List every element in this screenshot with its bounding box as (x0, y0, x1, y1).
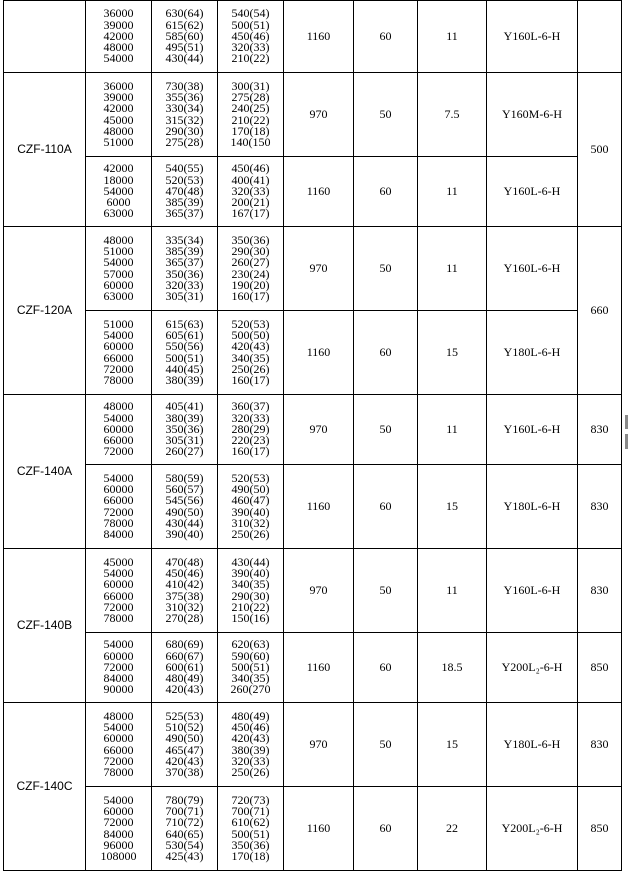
flow-cell-value: 108000 (100, 849, 137, 864)
flow-cell-value: 60000 (103, 803, 134, 818)
pressure1-cell-value: 680(69) (165, 637, 204, 652)
pressure1-cell-value: 275(28) (165, 135, 204, 150)
model-cell: CZF-140C (4, 703, 86, 871)
flow-cell-value: 63000 (103, 206, 134, 221)
pressure2-cell-value: 320(33) (231, 410, 270, 425)
model-cell: CZF-120A (4, 227, 86, 395)
frequency-cell: 50 (354, 73, 418, 157)
power-cell: 11 (418, 395, 487, 465)
pressure2-cell-value: 430(44) (231, 554, 270, 569)
pressure2-cell-value: 500(51) (231, 826, 270, 841)
flow-cell (86, 633, 152, 703)
flow-cell-value: 54000 (103, 719, 134, 734)
model-cell: CZF-110A (4, 73, 86, 227)
pressure2-cell (218, 703, 284, 787)
pressure1-cell (152, 157, 218, 227)
pressure1-cell-value: 530(54) (165, 837, 204, 852)
flow-cell-value: 54000 (103, 792, 134, 807)
pressure1-cell-value: 385(39) (165, 195, 204, 210)
frequency-cell: 50 (354, 395, 418, 465)
pressure2-cell-value: 490(50) (231, 481, 270, 496)
pressure2-cell-value: 260(270 (230, 682, 271, 697)
pressure1-cell-value: 630(64) (165, 6, 204, 21)
scroll-edge-notch (623, 429, 628, 434)
flow-cell (86, 73, 152, 157)
pressure2-cell-value: 170(18) (231, 123, 270, 138)
flow-cell-value: 66000 (103, 433, 134, 448)
motor-cell: Y160L-6-H (487, 395, 578, 465)
pressure2-cell-value: 170(18) (231, 849, 270, 864)
pressure1-cell-value: 550(56) (165, 339, 204, 354)
flow-cell (86, 311, 152, 395)
pressure2-cell-value: 500(51) (231, 17, 270, 32)
speed-cell: 1160 (284, 633, 354, 703)
pressure2-cell-value: 480(49) (231, 708, 270, 723)
speed-cell: 1160 (284, 311, 354, 395)
weight-cell: 850 (578, 633, 622, 703)
pressure1-cell-value: 270(28) (165, 611, 204, 626)
table-row (4, 549, 622, 633)
pressure1-cell-value: 615(62) (165, 17, 204, 32)
pressure2-cell-value: 290(30) (231, 588, 270, 603)
pressure1-cell-value: 380(39) (165, 410, 204, 425)
pressure2-cell-value: 250(26) (231, 765, 270, 780)
flow-cell-value: 54000 (103, 637, 134, 652)
pressure2-cell-value: 210(22) (231, 112, 270, 127)
table-row (4, 395, 622, 465)
flow-cell (86, 787, 152, 871)
pressure1-cell-value: 305(31) (165, 289, 204, 304)
pressure2-cell (218, 73, 284, 157)
flow-cell-value: 42000 (103, 101, 134, 116)
pressure1-cell-value: 525(53) (165, 708, 204, 723)
motor-cell: Y180L-6-H (487, 703, 578, 787)
pressure1-cell-value: 380(39) (165, 373, 204, 388)
speed-cell: 1160 (284, 465, 354, 549)
model-cell: CZF-140B (4, 549, 86, 703)
power-cell: 15 (418, 465, 487, 549)
pressure2-cell-value: 500(50) (231, 327, 270, 342)
frequency-cell: 60 (354, 1, 418, 73)
flow-cell-value: 6000 (106, 195, 131, 210)
speed-cell: 970 (284, 549, 354, 633)
flow-cell-value: 60000 (103, 648, 134, 663)
pressure1-cell-value: 615(63) (165, 316, 204, 331)
pressure1-cell-value: 700(71) (165, 803, 204, 818)
flow-cell-value: 90000 (103, 682, 134, 697)
pressure1-cell-value: 470(48) (165, 183, 204, 198)
flow-cell-value: 42000 (103, 28, 134, 43)
flow-cell-value: 54000 (103, 183, 134, 198)
pressure1-cell-value: 305(31) (165, 433, 204, 448)
pressure1-cell (152, 549, 218, 633)
flow-cell-value: 54000 (103, 51, 134, 66)
pressure2-cell (218, 227, 284, 311)
pressure1-cell-value: 370(38) (165, 765, 204, 780)
pressure1-cell (152, 633, 218, 703)
flow-cell (86, 395, 152, 465)
pressure1-cell-value: 470(48) (165, 554, 204, 569)
power-cell: 18.5 (418, 633, 487, 703)
frequency-cell: 60 (354, 633, 418, 703)
pressure1-cell-value: 480(49) (165, 671, 204, 686)
table-row (4, 1, 622, 73)
flow-cell-value: 51000 (103, 316, 134, 331)
flow-cell-value: 39000 (103, 17, 134, 32)
pressure1-cell-value: 710(72) (165, 815, 204, 830)
motor-cell: Y180L-6-H (487, 311, 578, 395)
pressure2-cell (218, 395, 284, 465)
pressure2-cell-value: 230(24) (231, 266, 270, 281)
pressure1-cell-value: 430(44) (165, 515, 204, 530)
flow-cell-value: 78000 (103, 765, 134, 780)
pressure1-cell-value: 390(40) (165, 527, 204, 542)
pressure1-cell-value: 580(59) (165, 470, 204, 485)
pressure1-cell-value: 560(57) (165, 481, 204, 496)
pressure2-cell-value: 275(28) (231, 89, 270, 104)
flow-cell-value: 54000 (103, 255, 134, 270)
flow-cell-value: 57000 (103, 266, 134, 281)
frequency-cell: 60 (354, 157, 418, 227)
pressure2-cell-value: 150(16) (231, 611, 270, 626)
pressure2-cell-value: 190(20) (231, 277, 270, 292)
frequency-cell: 50 (354, 703, 418, 787)
pressure1-cell-value: 310(32) (165, 599, 204, 614)
pressure2-cell-value: 390(40) (231, 565, 270, 580)
pressure1-cell (152, 311, 218, 395)
speed-cell: 1160 (284, 1, 354, 73)
table-row (4, 703, 622, 787)
pressure1-cell-value: 545(56) (165, 493, 204, 508)
pressure1-cell-value: 730(38) (165, 78, 204, 93)
pressure1-cell-value: 490(50) (165, 504, 204, 519)
pressure2-cell-value: 160(17) (231, 444, 270, 459)
pressure1-cell-value: 490(50) (165, 731, 204, 746)
power-cell: 11 (418, 549, 487, 633)
pressure2-cell-value: 350(36) (231, 232, 270, 247)
pressure2-cell-value: 520(53) (231, 470, 270, 485)
weight-cell: 500 (578, 73, 622, 227)
table-row (4, 227, 622, 311)
pressure2-cell-value: 450(46) (231, 719, 270, 734)
speed-cell: 1160 (284, 157, 354, 227)
flow-cell-value: 66000 (103, 742, 134, 757)
pressure2-cell (218, 1, 284, 73)
power-cell: 11 (418, 227, 487, 311)
flow-cell-value: 66000 (103, 588, 134, 603)
pressure1-cell-value: 430(44) (165, 51, 204, 66)
flow-cell-value: 84000 (103, 826, 134, 841)
flow-cell-value: 18000 (103, 172, 134, 187)
pressure1-cell-value: 440(45) (165, 361, 204, 376)
pressure1-cell-value: 450(46) (165, 565, 204, 580)
pressure2-cell-value: 300(31) (231, 78, 270, 93)
pressure1-cell-value: 365(37) (165, 206, 204, 221)
motor-cell: Y160L-6-H (487, 227, 578, 311)
flow-cell (86, 703, 152, 787)
motor-cell: Y160L-6-H (487, 157, 578, 227)
flow-cell-value: 78000 (103, 611, 134, 626)
pressure2-cell-value: 350(36) (231, 837, 270, 852)
pressure1-cell-value: 640(65) (165, 826, 204, 841)
pressure1-cell-value: 600(61) (165, 659, 204, 674)
pressure2-cell-value: 200(21) (231, 195, 270, 210)
flow-cell-value: 54000 (103, 470, 134, 485)
pressure2-cell-value: 340(35) (231, 350, 270, 365)
flow-cell-value: 45000 (103, 112, 134, 127)
pressure1-cell-value: 780(79) (165, 792, 204, 807)
pressure2-cell-value: 290(30) (231, 243, 270, 258)
flow-cell-value: 60000 (103, 421, 134, 436)
weight-cell (578, 1, 622, 73)
pressure2-cell-value: 400(41) (231, 172, 270, 187)
pressure2-cell-value: 380(39) (231, 742, 270, 757)
pressure1-cell-value: 335(34) (165, 232, 204, 247)
weight-cell: 830 (578, 549, 622, 633)
pressure2-cell-value: 340(35) (231, 577, 270, 592)
flow-cell-value: 72000 (103, 599, 134, 614)
motor-cell: Y160L-6-H (487, 1, 578, 73)
pressure1-cell-value: 260(27) (165, 444, 204, 459)
pressure1-cell-value: 385(39) (165, 243, 204, 258)
frequency-cell: 50 (354, 549, 418, 633)
flow-cell (86, 157, 152, 227)
pressure1-cell-value: 660(67) (165, 648, 204, 663)
pressure1-cell-value: 350(36) (165, 421, 204, 436)
pressure2-cell-value: 210(22) (231, 51, 270, 66)
pressure2-cell-value: 310(32) (231, 515, 270, 530)
pressure1-cell (152, 787, 218, 871)
flow-cell-value: 42000 (103, 161, 134, 176)
pressure1-cell-value: 605(61) (165, 327, 204, 342)
pressure2-cell (218, 633, 284, 703)
pressure1-cell-value: 510(52) (165, 719, 204, 734)
pressure1-cell-value: 355(36) (165, 89, 204, 104)
flow-cell-value: 39000 (103, 89, 134, 104)
power-cell: 15 (418, 703, 487, 787)
pressure2-cell (218, 311, 284, 395)
flow-cell-value: 48000 (103, 232, 134, 247)
speed-cell: 970 (284, 395, 354, 465)
power-cell: 7.5 (418, 73, 487, 157)
pressure2-cell (218, 787, 284, 871)
frequency-cell: 60 (354, 465, 418, 549)
table-row (4, 633, 622, 703)
speed-cell: 970 (284, 73, 354, 157)
flow-cell-value: 51000 (103, 243, 134, 258)
flow-cell-value: 60000 (103, 577, 134, 592)
table-row (4, 73, 622, 157)
pressure1-cell (152, 1, 218, 73)
pressure1-cell (152, 73, 218, 157)
pressure2-cell-value: 450(46) (231, 161, 270, 176)
pressure1-cell-value: 540(55) (165, 161, 204, 176)
frequency-cell: 60 (354, 311, 418, 395)
pressure2-cell-value: 620(63) (231, 637, 270, 652)
flow-cell-value: 36000 (103, 6, 134, 21)
model-cell: CZF-140A (4, 395, 86, 549)
flow-cell-value: 96000 (103, 837, 134, 852)
flow-cell-value: 66000 (103, 493, 134, 508)
weight-cell: 830 (578, 465, 622, 549)
pressure2-cell (218, 549, 284, 633)
power-cell: 11 (418, 157, 487, 227)
pressure2-cell-value: 700(71) (231, 803, 270, 818)
flow-cell-value: 48000 (103, 40, 134, 55)
fan-spec-table (3, 0, 622, 871)
power-cell: 22 (418, 787, 487, 871)
pressure2-cell-value: 220(23) (231, 433, 270, 448)
table-row (4, 465, 622, 549)
flow-cell-value: 72000 (103, 815, 134, 830)
pressure2-cell-value: 280(29) (231, 421, 270, 436)
flow-cell-value: 60000 (103, 339, 134, 354)
frequency-cell: 50 (354, 227, 418, 311)
pressure1-cell-value: 585(60) (165, 28, 204, 43)
model-cell (4, 1, 86, 73)
pressure2-cell-value: 240(25) (231, 101, 270, 116)
pressure2-cell-value: 167(17) (231, 206, 270, 221)
flow-cell-value: 63000 (103, 289, 134, 304)
pressure2-cell-value: 460(47) (231, 493, 270, 508)
power-cell: 15 (418, 311, 487, 395)
pressure1-cell-value: 425(43) (165, 849, 204, 864)
flow-cell-value: 72000 (103, 504, 134, 519)
flow-cell-value: 36000 (103, 78, 134, 93)
pressure1-cell-value: 315(32) (165, 112, 204, 127)
pressure2-cell (218, 157, 284, 227)
table-row (4, 157, 622, 227)
flow-cell-value: 72000 (103, 444, 134, 459)
weight-cell: 850 (578, 787, 622, 871)
speed-cell: 970 (284, 703, 354, 787)
pressure2-cell-value: 260(27) (231, 255, 270, 270)
table-row (4, 787, 622, 871)
flow-cell-value: 66000 (103, 350, 134, 365)
pressure2-cell (218, 465, 284, 549)
pressure1-cell-value: 375(38) (165, 588, 204, 603)
flow-cell-value: 60000 (103, 277, 134, 292)
pressure2-cell-value: 160(17) (231, 289, 270, 304)
pressure1-cell-value: 520(53) (165, 172, 204, 187)
pressure2-cell-value: 450(46) (231, 28, 270, 43)
pressure2-cell-value: 420(43) (231, 339, 270, 354)
pressure2-cell-value: 540(54) (231, 6, 270, 21)
frequency-cell: 60 (354, 787, 418, 871)
flow-cell-value: 48000 (103, 399, 134, 414)
pressure2-cell-value: 320(33) (231, 753, 270, 768)
pressure1-cell-value: 365(37) (165, 255, 204, 270)
power-cell: 11 (418, 1, 487, 73)
flow-cell-value: 84000 (103, 527, 134, 542)
pressure2-cell-value: 390(40) (231, 504, 270, 519)
weight-cell: 830 (578, 395, 622, 465)
flow-cell-value: 72000 (103, 753, 134, 768)
pressure2-cell-value: 340(35) (231, 671, 270, 686)
flow-cell-value: 60000 (103, 731, 134, 746)
weight-cell: 660 (578, 227, 622, 395)
motor-cell: Y200L₂-6-H (487, 633, 578, 703)
flow-cell (86, 549, 152, 633)
motor-cell: Y160L-6-H (487, 549, 578, 633)
pressure2-cell-value: 140(150 (230, 135, 271, 150)
pressure2-cell-value: 320(33) (231, 40, 270, 55)
flow-cell-value: 78000 (103, 515, 134, 530)
flow-cell-value: 60000 (103, 481, 134, 496)
pressure1-cell-value: 410(42) (165, 577, 204, 592)
pressure1-cell-value: 330(34) (165, 101, 204, 116)
motor-cell: Y160M-6-H (487, 73, 578, 157)
pressure2-cell-value: 250(26) (231, 361, 270, 376)
flow-cell-value: 48000 (103, 123, 134, 138)
flow-cell (86, 465, 152, 549)
flow-cell (86, 227, 152, 311)
pressure2-cell-value: 160(17) (231, 373, 270, 388)
weight-cell: 830 (578, 703, 622, 787)
flow-cell-value: 54000 (103, 327, 134, 342)
flow-cell-value: 48000 (103, 708, 134, 723)
pressure1-cell-value: 320(33) (165, 277, 204, 292)
flow-cell-value: 84000 (103, 671, 134, 686)
flow-cell (86, 1, 152, 73)
motor-cell: Y180L-6-H (487, 465, 578, 549)
flow-cell-value: 72000 (103, 361, 134, 376)
pressure2-cell-value: 610(62) (231, 815, 270, 830)
pressure1-cell-value: 500(51) (165, 350, 204, 365)
pressure1-cell-value: 405(41) (165, 399, 204, 414)
pressure2-cell-value: 360(37) (231, 399, 270, 414)
pressure1-cell (152, 395, 218, 465)
motor-cell: Y200L₂-6-H (487, 787, 578, 871)
pressure1-cell-value: 350(36) (165, 266, 204, 281)
pressure2-cell-value: 420(43) (231, 731, 270, 746)
flow-cell-value: 72000 (103, 659, 134, 674)
table-row (4, 311, 622, 395)
flow-cell-value: 54000 (103, 410, 134, 425)
pressure2-cell-value: 250(26) (231, 527, 270, 542)
pressure1-cell-value: 495(51) (165, 40, 204, 55)
flow-cell-value: 78000 (103, 373, 134, 388)
flow-cell-value: 45000 (103, 554, 134, 569)
flow-cell-value: 51000 (103, 135, 134, 150)
pressure2-cell-value: 320(33) (231, 183, 270, 198)
pressure1-cell (152, 703, 218, 787)
pressure1-cell-value: 420(43) (165, 682, 204, 697)
pressure1-cell (152, 465, 218, 549)
pressure1-cell-value: 290(30) (165, 123, 204, 138)
pressure2-cell-value: 590(60) (231, 648, 270, 663)
pressure2-cell-value: 210(22) (231, 599, 270, 614)
pressure1-cell (152, 227, 218, 311)
flow-cell-value: 54000 (103, 565, 134, 580)
pressure2-cell-value: 500(51) (231, 659, 270, 674)
pressure2-cell-value: 720(73) (231, 792, 270, 807)
pressure2-cell-value: 520(53) (231, 316, 270, 331)
pressure1-cell-value: 420(43) (165, 753, 204, 768)
speed-cell: 970 (284, 227, 354, 311)
pressure1-cell-value: 465(47) (165, 742, 204, 757)
speed-cell: 1160 (284, 787, 354, 871)
